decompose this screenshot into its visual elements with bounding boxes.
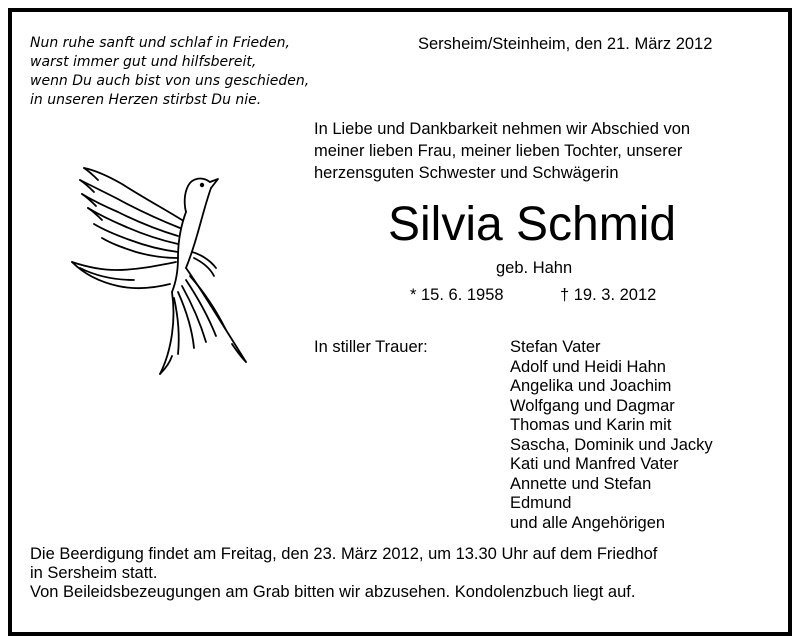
list-item: Annette und Stefan bbox=[510, 474, 652, 493]
memorial-poem bbox=[30, 34, 309, 110]
list-item: Sascha, Dominik und Jacky bbox=[510, 435, 713, 454]
list-item: Kati und Manfred Vater bbox=[510, 455, 679, 473]
death-date: † 19. 3. 2012 bbox=[560, 286, 657, 304]
footer-line: in Sersheim statt. bbox=[30, 564, 158, 582]
intro-line: herzensguten Schwester und Schwägerin bbox=[314, 164, 619, 182]
birth-name: geb. Hahn bbox=[496, 259, 573, 277]
list-item: Thomas und Karin mit bbox=[510, 416, 672, 434]
intro-line: In Liebe und Dankbarkeit nehmen wir Abschied von bbox=[314, 120, 691, 138]
list-item: Angelika und Joachim bbox=[510, 377, 672, 395]
list-item: Wolfgang und Dagmar bbox=[510, 396, 675, 415]
poem-line: Nun ruhe sanft und schlaf in Frieden, bbox=[30, 35, 290, 51]
list-item: Adolf und Heidi Hahn bbox=[510, 357, 666, 376]
footer-line: Die Beerdigung findet am Freitag, den 23. März 2012, um 13.30 Uhr auf dem Friedhof bbox=[30, 545, 658, 563]
deceased-name: Silvia Schmid bbox=[388, 198, 677, 251]
list-item: Stefan Vater bbox=[510, 338, 601, 356]
intro-text bbox=[314, 118, 760, 184]
place-date: Sersheim/Steinheim, den 21. März 2012 bbox=[418, 35, 713, 53]
intro-line: meiner lieben Frau, meiner lieben Tochter, unserer bbox=[314, 142, 683, 160]
mourning-label: In stiller Trauer: bbox=[314, 338, 428, 356]
list-item: und alle Angehörigen bbox=[510, 513, 666, 532]
birth-date: * 15. 6. 1958 bbox=[410, 286, 504, 304]
poem-line: in unseren Herzen stirbst Du nie. bbox=[30, 92, 262, 108]
poem-line: wenn Du auch bist von uns geschieden, bbox=[30, 73, 310, 89]
mourners-list bbox=[510, 338, 713, 533]
dove-icon bbox=[60, 158, 260, 388]
funeral-notice bbox=[30, 545, 657, 602]
list-item: Edmund bbox=[510, 494, 572, 512]
footer-line: Von Beileidsbezeugungen am Grab bitten wir abzusehen. Kondolenzbuch liegt auf. bbox=[30, 583, 636, 601]
poem-line: warst immer gut und hilfsbereit, bbox=[30, 54, 257, 70]
